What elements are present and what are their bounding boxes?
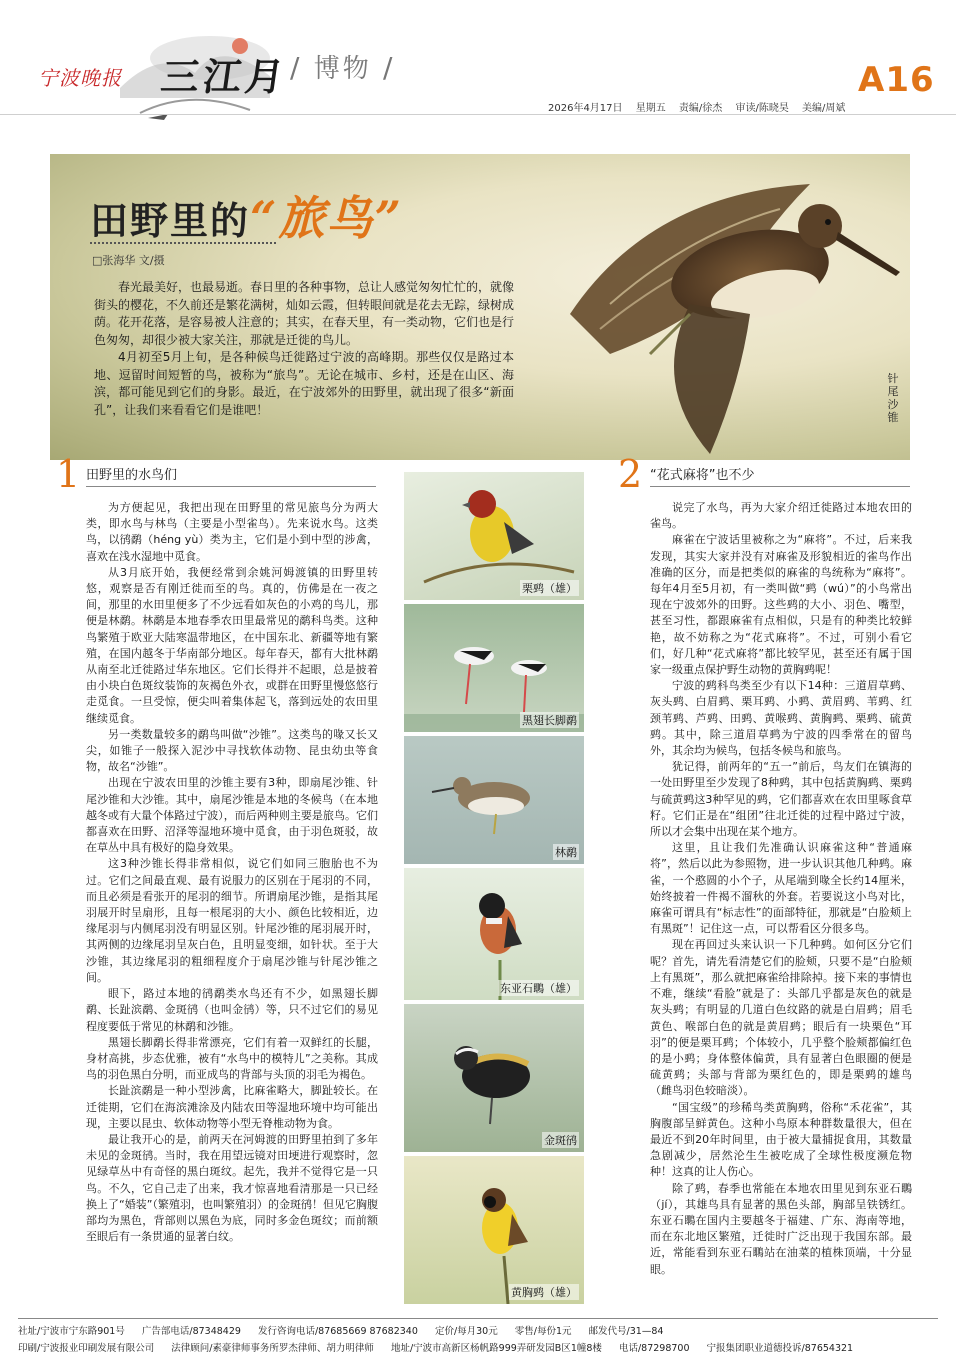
byline: □张海华 文/摄 <box>92 254 165 267</box>
footer-distribution-phone: 发行咨询电话/87685669 87682340 <box>257 1326 418 1337</box>
footer-printer-address: 地址/宁波市高新区杨帆路999弄研发园B区1幢8楼 <box>390 1343 602 1354</box>
photo-stejnegers-stonechat <box>404 868 584 1000</box>
section-name: / 博物 / <box>290 51 396 84</box>
meta-date: 2026年4月17日 <box>548 103 623 114</box>
article-intro <box>94 279 514 419</box>
paragraph: 麻雀在宁波话里被称之为“麻将”。不过，后来我发现，其实大家并没有对麻雀及形貌相近的雀鸟作出准确的区分，而是把类似的麻雀的鸟统称为“麻将”。每年4月至5月初，有一类叫做“鹀（wú）”的小鸟常出现在宁波郊外的田野。这些鹀的大小、羽色、嘴型，甚至习性，都跟麻雀有点相似，只是有的种类比较鲜艳，故不妨称之为“花式麻将”。不过，可别小看它们，好几种“花式麻将”都比较罕见，甚至还有属于国家一级重点保护野生动物的黄胸鹀呢！ <box>650 533 912 677</box>
footer-retail: 零售/每份1元 <box>514 1326 572 1337</box>
intro-paragraph: 4月初至5月上旬，是各种候鸟迁徙路过宁波的高峰期。那些仅仅是路过本地、逗留时间短暂的鸟，被称为“旅鸟”。无论在城市、乡村，还是在山区、海滨，都可能见到它们的身影。最近，在宁波郊外的田野里，就出现了很多“新面孔”，让我们来看看它们是谁吧！ <box>94 350 514 417</box>
meta-editor: 责编/徐杰 <box>678 103 723 114</box>
bird-illustration <box>404 1156 584 1304</box>
section-2-rule <box>650 486 910 487</box>
photo-caption: 黑翅长脚鹬 <box>522 714 577 727</box>
footer-ad-phone: 广告部电话/87348429 <box>141 1326 241 1337</box>
column-title: 三江月 <box>158 54 291 99</box>
paragraph: 现在再回过头来认识一下几种鹀。如何区分它们呢？首先，请先看清楚它们的脸颊，只要不是“白脸颊上有黑斑”，那么就把麻雀给排除掉。接下来的事情也不难，继续“看脸”就是了：头部几乎都是灰色的就是灰头鹀；有明显的几道白色纹路的就是白眉鹀；眉毛黄色、喉部白色的就是黄眉鹀；眼后有一块栗色“耳羽”的便是栗耳鹀；个体较小，几乎整个脸颊都偏红色的是小鹀；身体整体偏黄，具有显著白色眼圈的便是硫黄鹀；头部与背部为栗红色的，即是栗鹀的雄鸟（雌鸟羽色较暗淡）。 <box>650 938 912 1098</box>
footer-divider <box>18 1318 938 1319</box>
footer-phone: 电话/87298700 <box>618 1343 690 1354</box>
section-2-number: 2 <box>618 452 643 496</box>
footer-line-2 <box>18 1340 938 1354</box>
title-underline <box>90 242 276 244</box>
masthead-divider <box>0 114 956 115</box>
paragraph: 宁波的鹀科鸟类至少有以下14种：三道眉草鹀、灰头鹀、白眉鹀、栗耳鹀、小鹀、黄眉鹀、苇鹀、红颈苇鹀、芦鹀、田鹀、黄喉鹀、黄胸鹀、栗鹀、硫黄鹀。其中，除三道眉草鹀为宁波的四季常在的留鸟外，其余均为候鸟，包括冬候鸟和旅鸟。 <box>650 679 912 758</box>
meta-weekday: 星期五 <box>635 103 666 114</box>
banner-caption: 针尾沙锥 <box>887 372 899 424</box>
intro-paragraph: 春光最美好，也最易逝。春日里的各种事物，总让人感觉匆匆忙忙的，就像街头的樱花，不久前还是繁花满树，灿如云霞，但转眼间就是花去无踪，绿树成荫。花开花落，是容易被人注意的；其实，在春天里，有一类动物，它们也是行色匆匆，却很少被大家关注，那就是迁徙的鸟儿。 <box>94 280 515 347</box>
paragraph: 最让我开心的是，前两天在河姆渡的田野里拍到了多年未见的金斑鸻。当时，我在用望远镜对田埂进行观察时，忽见绿草丛中有奇怪的黑白斑纹。起先，我并不觉得它是一只鸟。不久，它自己走了出来，我才惊喜地看清那是一只已经换上了“婚装”（繁殖羽，也叫繁殖羽）的金斑鸻！但见它胸腹部均为黑色，背部则以黑色为底，同时多金色斑纹；而前额至眼后有一条贯通的显著白纹。 <box>86 1132 378 1244</box>
section-1-body <box>86 500 378 1245</box>
paragraph: 另一类数量较多的鹬鸟叫做“沙锥”。这类鸟的喙又长又尖，如锥子一般探入泥沙中寻找软体动物、昆虫幼虫等食物，故名“沙锥”。 <box>86 727 378 774</box>
paragraph: 除了鹀，春季也常能在本地农田里见到东亚石䳭（jí），其雄鸟具有显著的黑色头部，胸部呈铁锈红。东亚石䳭在国内主要越冬于福建、广东、海南等地，而在东北地区繁殖，迁徙时广泛出现于我国东部。最近，常能看到东亚石䳭站在油菜的植株顶端，十分显眼。 <box>650 1181 912 1276</box>
photo-black-winged-stilt <box>404 604 584 732</box>
footer-price: 定价/每月30元 <box>434 1326 498 1337</box>
photo-caption: 栗鹀（雄） <box>522 582 577 595</box>
footer-printer: 印刷/宁波报业印刷发展有限公司 <box>18 1343 155 1354</box>
section-2-title: “花式麻将”也不少 <box>650 468 755 483</box>
section-1-title: 田野里的水鸟们 <box>86 468 178 483</box>
photo-yellow-breasted-bunting <box>404 1156 584 1304</box>
section-2-body <box>650 500 912 1278</box>
footer-postal-code: 邮发代号/31—84 <box>588 1326 664 1337</box>
newspaper-logo: 宁波晚报 <box>38 66 122 90</box>
article-title <box>90 182 403 248</box>
photo-pacific-golden-plover <box>404 1004 584 1152</box>
paragraph: 犹记得，前两年的“五一”前后，鸟友们在镇海的一处田野里至少发现了8种鹀，其中包括黄胸鹀、栗鹀与硫黄鹀这3种罕见的鹀，它们都喜欢在农田里啄食草籽。它们正是在“组团”往北迁徙的过程中路过宁波，所以才会集中出现在某个地方。 <box>650 760 912 839</box>
title-prefix: 田野里的 <box>90 198 251 243</box>
paragraph: 为方便起见，我把出现在田野里的常见旅鸟分为两大类，即水鸟与林鸟（主要是小型雀鸟）。先来说水鸟。这类鸟，以鸻鹬（héng yù）类为主，它们是小到中型的涉禽，喜欢在浅水湿地中觅食。 <box>86 501 378 563</box>
paragraph: 眼下，路过本地的鸻鹬类水鸟还有不少，如黑翅长脚鹬、长趾滨鹬、金斑鸻（也叫金鸻）等，只不过它们的易见程度要低于常见的林鹬和沙锥。 <box>86 987 378 1033</box>
photo-caption: 黄胸鹀（雄） <box>511 1286 577 1299</box>
paragraph: 出现在宁波农田里的沙锥主要有3种，即扇尾沙锥、针尾沙锥和大沙锥。其中，扇尾沙锥是本地的冬候鸟（在本地越冬或有大量个体路过宁波），而后两种则主要是旅鸟。它们都喜欢在田野、沼泽等湿地环境中觅食，由于羽色斑驳，故在草丛中具有极好的隐身效果。 <box>86 776 378 855</box>
paragraph: 从3月底开始，我便经常到余姚河姆渡镇的田野里转悠，观察是否有刚迁徙而至的鸟。真的，仿佛是在一夜之间，那里的水田里便多了不少远看如灰色的小鸡的鸟儿，那便是林鹬。林鹬是本地春季农田里最常见的鹬科鸟类。这种鸟繁殖于欧亚大陆寒温带地区，在中国东北、新疆等地有繁殖，在国内越冬于华南部分地区。每年春天，都有大批林鹬从南至北迁徙路过华东地区。它们长得并不起眼，总是披着由小块白色斑纹装饰的灰褐色外衣，或群在田野里慢悠悠行走觅食。一旦受惊，便尖叫着集体起飞，落到远处的农田里继续觅食。 <box>86 565 378 725</box>
title-highlight: “旅鸟” <box>250 191 403 245</box>
footer-address: 社址/宁波市宁东路901号 <box>18 1326 125 1337</box>
paragraph: “国宝级”的珍稀鸟类黄胸鹀，俗称“禾花雀”，其胸腹部呈鲜黄色。这种小鸟原本种群数量很大，但在最近不到20年时间里，由于被大量捕捉食用，其数量急剧减少，居然沦生生被吃成了全球性极度濒危物种！这真的让人伤心。 <box>650 1100 912 1179</box>
footer-complaint: 宁报集团职业道德投诉/87654321 <box>706 1343 854 1354</box>
bird-illustration <box>404 1004 584 1152</box>
photo-chestnut-bunting <box>404 472 584 600</box>
paragraph: 黑翅长脚鹬长得非常漂亮，它们有着一双鲜红的长腿，身材高挑，步态优雅，被有“水鸟中的模特儿”之美称。其成鸟的羽色黑白分明，而亚成鸟的背部与头顶的羽毛为褐色。 <box>86 1035 378 1082</box>
section-1-number: 1 <box>56 452 81 496</box>
footer-line-1 <box>18 1323 938 1337</box>
paragraph: 这里，且让我们先准确认识麻雀这种“普通麻将”，然后以此为参照物，进一步认识其他几种鹀。麻雀，一个憨圆的小个子，从尾端到喙全长约14厘米，始终披着一件褐不溜秋的外套。若要说这小鸟对比，麻雀可谓具有“标志性”的面部特征，那就是“白脸颊上有黑斑”！记住这一点，可以帮看区分很多鸟。 <box>650 841 912 936</box>
photo-caption: 金斑鸻 <box>544 1134 577 1147</box>
photo-caption: 东亚石䳭（雄） <box>500 982 577 995</box>
paragraph: 这3种沙锥长得非常相似，说它们如同三胞胎也不为过。它们之间最直观、最有说服力的区别在于尾羽的不同，而且必须是看张开的尾羽的细节。所谓扇尾沙锥，是指其尾羽展开时呈扇形，且每一根尾羽的大小、颜色比较相近，边缘尾羽与内侧尾羽没有明显区别。针尾沙锥的尾羽展开时，其两侧的边缘尾羽呈灰白色，且明显变细，如针状。至于大沙锥，其边缘尾羽的粗细程度介于扇尾沙锥与针尾沙锥之间。 <box>86 857 378 984</box>
page-number: A16 <box>858 60 935 100</box>
section-1-rule <box>86 486 376 487</box>
footer-legal: 法律顾问/素豪律师事务所罗杰律师、胡力明律师 <box>171 1343 374 1354</box>
paragraph: 长趾滨鹬是一种小型涉禽，比麻雀略大，脚趾较长。在迁徙期，它们在海滨滩涂及内陆农田等湿地环境中均可能出现，主要以昆虫、软体动物等小型无脊椎动物为食。 <box>86 1084 378 1130</box>
meta-designer: 美编/周斌 <box>802 103 846 114</box>
photo-wood-sandpiper <box>404 736 584 864</box>
issue-meta <box>548 99 855 114</box>
meta-reviewer: 审读/陈晓昊 <box>735 103 789 114</box>
photo-caption: 林鹬 <box>555 846 577 859</box>
paragraph: 说完了水鸟，再为大家介绍迁徙路过本地农田的雀鸟。 <box>650 501 912 531</box>
